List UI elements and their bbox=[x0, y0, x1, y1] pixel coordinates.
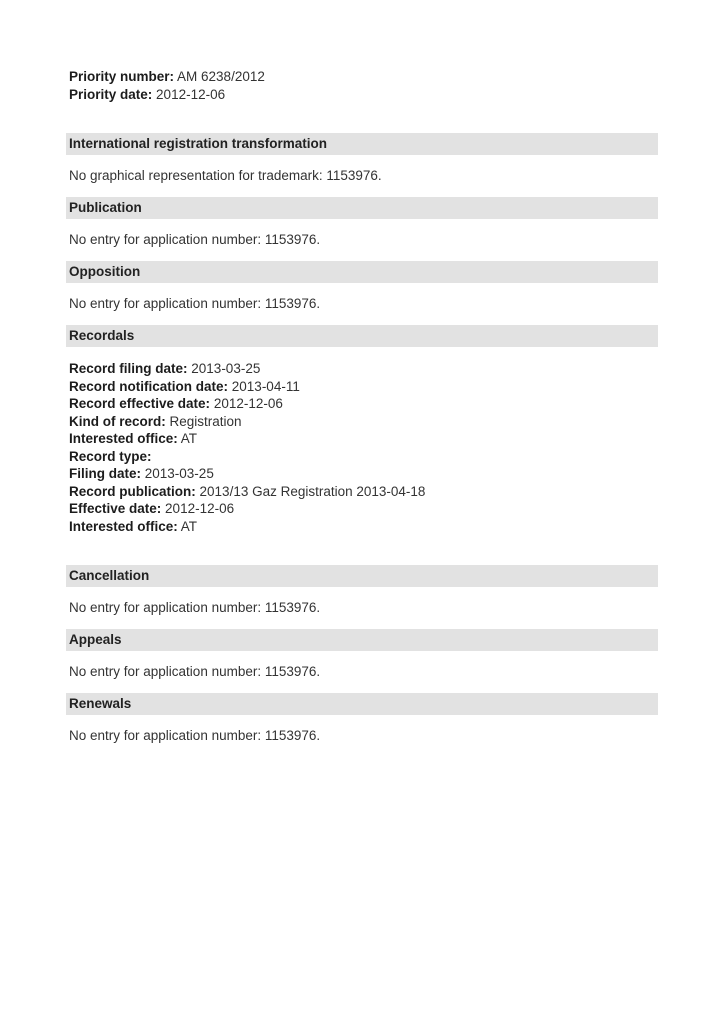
section-header-renewals bbox=[66, 693, 658, 715]
section-message: No graphical representation for trademark: 1153976. bbox=[69, 168, 382, 183]
section-title: Publication bbox=[69, 200, 142, 215]
field-label: Interested office: bbox=[69, 431, 178, 446]
field-value: 2012-12-06 bbox=[156, 87, 226, 102]
section-title: International registration transformation bbox=[69, 136, 328, 151]
recordal-field bbox=[69, 483, 425, 501]
field-label: Record filing date: bbox=[69, 361, 188, 376]
recordal-field bbox=[69, 448, 152, 466]
section-title: Renewals bbox=[69, 696, 132, 711]
priority-date-field bbox=[69, 86, 225, 104]
section-header-publication bbox=[66, 197, 658, 219]
field-label: Filing date: bbox=[69, 466, 141, 481]
section-message: No entry for application number: 1153976. bbox=[69, 664, 321, 679]
section-title: Recordals bbox=[69, 328, 135, 343]
recordal-field bbox=[69, 413, 242, 431]
field-value: 2013-04-11 bbox=[231, 378, 300, 394]
field-value: 2013/13 Gaz Registration 2013-04-18 bbox=[199, 483, 426, 499]
field-value: 2012-12-06 bbox=[165, 501, 235, 516]
section-title: Opposition bbox=[69, 264, 141, 279]
field-label: Record type: bbox=[69, 448, 152, 464]
section-message: No entry for application number: 1153976. bbox=[69, 728, 321, 743]
field-value: 2013-03-25 bbox=[191, 361, 261, 376]
section-message: No entry for application number: 1153976. bbox=[69, 232, 321, 247]
field-label: Record effective date: bbox=[69, 396, 211, 411]
section-header-appeals bbox=[66, 629, 658, 651]
field-label: Record publication: bbox=[69, 483, 196, 499]
field-label: Effective date: bbox=[69, 501, 162, 516]
section-header-recordals bbox=[66, 325, 658, 347]
priority-number-field bbox=[69, 68, 265, 86]
section-message: No entry for application number: 1153976. bbox=[69, 296, 321, 311]
field-label: Kind of record: bbox=[69, 413, 166, 429]
section-header-cancellation bbox=[66, 565, 658, 587]
field-value: AT bbox=[180, 431, 198, 446]
field-label: Record notification date: bbox=[69, 378, 229, 394]
recordal-field bbox=[69, 360, 260, 378]
field-value: Registration bbox=[169, 413, 242, 429]
field-value: AM 6238/2012 bbox=[177, 69, 265, 84]
field-label: Priority date: bbox=[69, 87, 153, 102]
field-value: 2013-03-25 bbox=[144, 466, 214, 481]
section-message: No entry for application number: 1153976. bbox=[69, 600, 321, 615]
recordal-field bbox=[69, 395, 283, 413]
recordal-field bbox=[69, 378, 300, 396]
field-value: 2012-12-06 bbox=[213, 396, 283, 411]
section-header-irt bbox=[66, 133, 658, 155]
field-label: Priority number: bbox=[69, 69, 175, 84]
recordal-field bbox=[69, 465, 214, 483]
field-label: Interested office: bbox=[69, 518, 178, 534]
section-header-opposition bbox=[66, 261, 658, 283]
recordal-field bbox=[69, 500, 234, 518]
section-title: Appeals bbox=[69, 632, 122, 647]
section-title: Cancellation bbox=[69, 568, 150, 583]
recordal-field bbox=[69, 518, 197, 536]
recordal-field bbox=[69, 430, 197, 448]
field-value: AT bbox=[180, 518, 198, 534]
